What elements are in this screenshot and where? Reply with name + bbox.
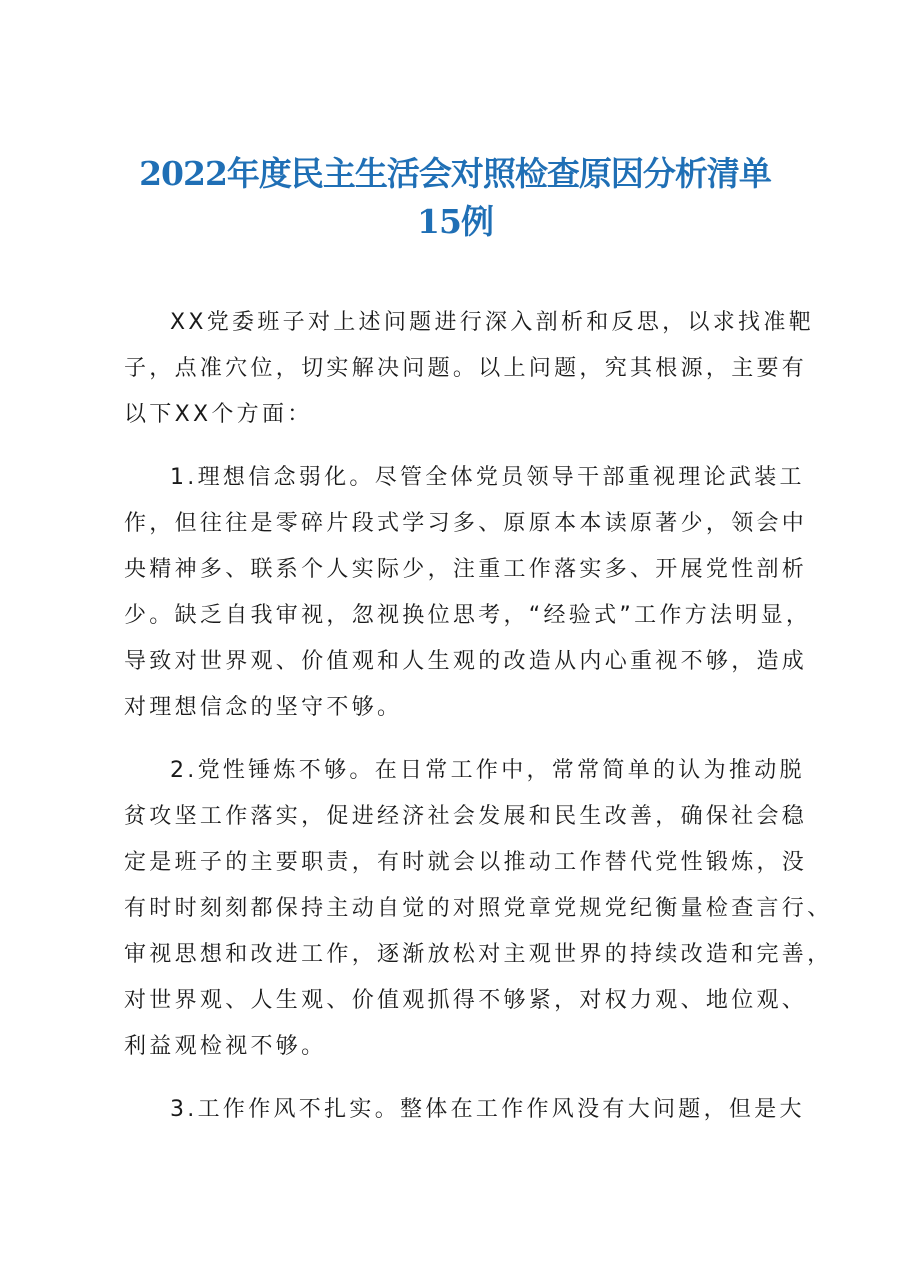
paragraph-3 xyxy=(124,1087,814,1133)
text-line: XX党委班子对上述问题进行深入剖析和反思，以求找准靶 xyxy=(170,310,814,335)
document-title xyxy=(100,150,810,246)
text-line: 有时时刻刻都保持主动自觉的对照党章党规党纪衡量检查言行、 xyxy=(124,896,833,921)
text-line: 导致对世界观、价值观和人生观的改造从内心重视不够，造成 xyxy=(124,649,808,674)
text-line: 子，点准穴位，切实解决问题。以上问题，究其根源，主要有 xyxy=(124,356,808,381)
title-line-2: 15例 xyxy=(417,202,493,241)
paragraph-2 xyxy=(124,748,833,1070)
paragraph-spacer xyxy=(124,731,814,748)
paragraph-intro xyxy=(124,300,814,438)
paragraph-spacer xyxy=(124,438,814,455)
text-line: 对理想信念的坚守不够。 xyxy=(124,695,403,720)
text-line: 贫攻坚工作落实，促进经济社会发展和民生改善，确保社会稳 xyxy=(124,804,808,829)
text-line: 3.工作作风不扎实。整体在工作作风没有大问题，但是大 xyxy=(170,1097,805,1122)
text-line: 利益观检视不够。 xyxy=(124,1034,327,1059)
text-line: 定是班子的主要职责，有时就会以推动工作替代党性锻炼，没 xyxy=(124,850,808,875)
text-line: 央精神多、联系个人实际少，注重工作落实多、开展党性剖析 xyxy=(124,557,808,582)
text-line: 对世界观、人生观、价值观抓得不够紧，对权力观、地位观、 xyxy=(124,988,808,1013)
text-line: 1.理想信念弱化。尽管全体党员领导干部重视理论武装工 xyxy=(170,465,805,490)
text-line: 审视思想和改进工作，逐渐放松对主观世界的持续改造和完善， xyxy=(124,942,833,967)
text-line: 以下XX个方面： xyxy=(124,402,313,427)
text-line: 少。缺乏自我审视，忽视换位思考，“经验式”工作方法明显， xyxy=(124,603,812,628)
document-body xyxy=(124,300,833,1133)
text-line: 2.党性锤炼不够。在日常工作中，常常简单的认为推动脱 xyxy=(170,758,805,783)
text-line: 作，但往往是零碎片段式学习多、原原本本读原著少，领会中 xyxy=(124,511,808,536)
paragraph-1 xyxy=(124,455,814,731)
paragraph-spacer xyxy=(124,1070,814,1087)
title-line-1: 2022年度民主生活会对照检查原因分析清单 xyxy=(139,154,771,193)
